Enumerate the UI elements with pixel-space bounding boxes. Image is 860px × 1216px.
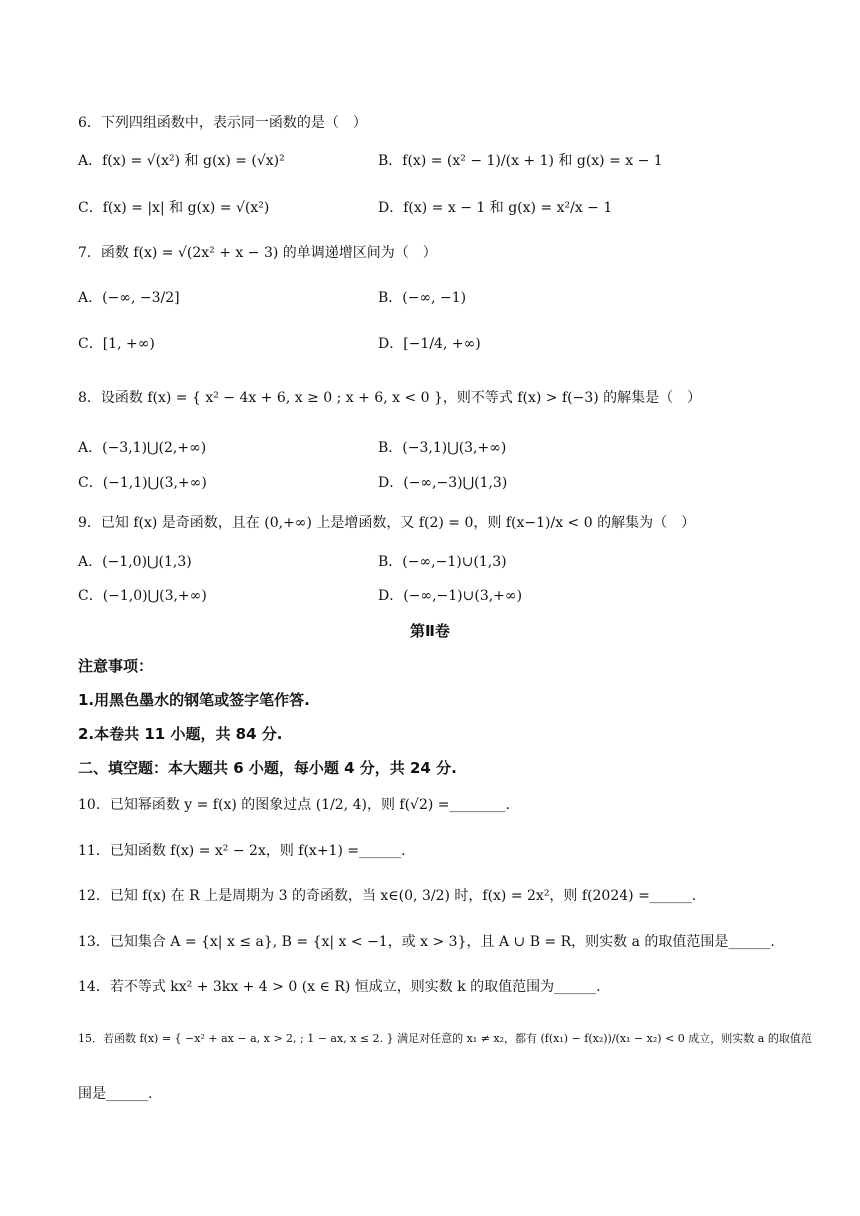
question-9-option-c: C．(−1,0)⋃(3,+∞) xyxy=(78,588,207,604)
question-9-option-b: B．(−∞,−1)∪(1,3) xyxy=(378,554,507,570)
question-8-option-b: B．(−3,1)⋃(3,+∞) xyxy=(378,440,507,456)
part-2-title: 二、填空题：本大题共 6 小题，每小题 4 分，共 24 分. xyxy=(78,759,457,777)
question-15-continuation: 围是______. xyxy=(78,1086,153,1102)
question-8-stem: 8．设函数 f(x) = { x² − 4x + 6, x ≥ 0 ; x + 6, x < 0 }，则不等式 f(x) > f(−3) 的解集是（ ） xyxy=(78,390,702,406)
question-15: 15．若函数 f(x) = { −x² + ax − a, x > 2, ; 1 − ax, x ≤ 2. } 满足对任意的 x₁ ≠ x₂，都有 (f(x₁) − f(x₂))/(x₁ − x₂) < 0 成立，则实数 a 的取值范 xyxy=(78,1032,812,1045)
question-14: 14．若不等式 kx² + 3kx + 4 > 0 (x ∈ R) 恒成立，则实数 k 的取值范围为______. xyxy=(78,979,601,995)
question-7-option-a: A．(−∞, −3/2] xyxy=(78,290,180,306)
question-8-option-a: A．(−3,1)⋃(2,+∞) xyxy=(78,440,207,456)
notes-title: 注意事项： xyxy=(78,657,154,675)
question-6-stem: 6．下列四组函数中，表示同一函数的是（ ） xyxy=(78,115,367,131)
question-8-option-c: C．(−1,1)⋃(3,+∞) xyxy=(78,475,207,491)
question-10: 10．已知幂函数 y = f(x) 的图象过点 (1/2, 4)，则 f(√2) =________. xyxy=(78,797,510,813)
question-7-stem: 7．函数 f(x) = √(2x² + x − 3) 的单调递增区间为（ ） xyxy=(78,245,437,261)
question-7-option-b: B．(−∞, −1) xyxy=(378,290,467,306)
question-8-option-d: D．(−∞,−3)⋃(1,3) xyxy=(378,475,508,491)
question-7-option-c: C．[1, +∞) xyxy=(78,336,155,352)
note-2: 2.本卷共 11 小题，共 84 分. xyxy=(78,725,283,743)
question-6-option-d: D．f(x) = x − 1 和 g(x) = x²/x − 1 xyxy=(378,200,613,216)
question-6-option-a: A．f(x) = √(x²) 和 g(x) = (√x)² xyxy=(78,153,285,169)
question-7-option-d: D．[−1/4, +∞) xyxy=(378,336,481,352)
question-13: 13．已知集合 A = {x| x ≤ a}, B = {x| x < −1，或 x > 3}，且 A ∪ B = R，则实数 a 的取值范围是______. xyxy=(78,934,775,950)
question-12: 12．已知 f(x) 在 R 上是周期为 3 的奇函数，当 x∈(0, 3/2) 时，f(x) = 2x²，则 f(2024) =______. xyxy=(78,888,697,904)
question-9-stem: 9．已知 f(x) 是奇函数，且在 (0,+∞) 上是增函数，又 f(2) = 0，则 f(x−1)/x < 0 的解集为（ ） xyxy=(78,515,696,531)
note-1: 1.用黑色墨水的钢笔或签字笔作答. xyxy=(78,691,310,709)
question-9-option-a: A．(−1,0)⋃(1,3) xyxy=(78,554,192,570)
question-9-option-d: D．(−∞,−1)∪(3,+∞) xyxy=(378,588,523,604)
question-6-option-c: C．f(x) = |x| 和 g(x) = √(x²) xyxy=(78,200,270,216)
question-11: 11．已知函数 f(x) = x² − 2x，则 f(x+1) =______. xyxy=(78,843,406,859)
question-6-option-b: B．f(x) = (x² − 1)/(x + 1) 和 g(x) = x − 1 xyxy=(378,153,663,169)
section-heading: 第Ⅱ卷 xyxy=(410,622,450,640)
